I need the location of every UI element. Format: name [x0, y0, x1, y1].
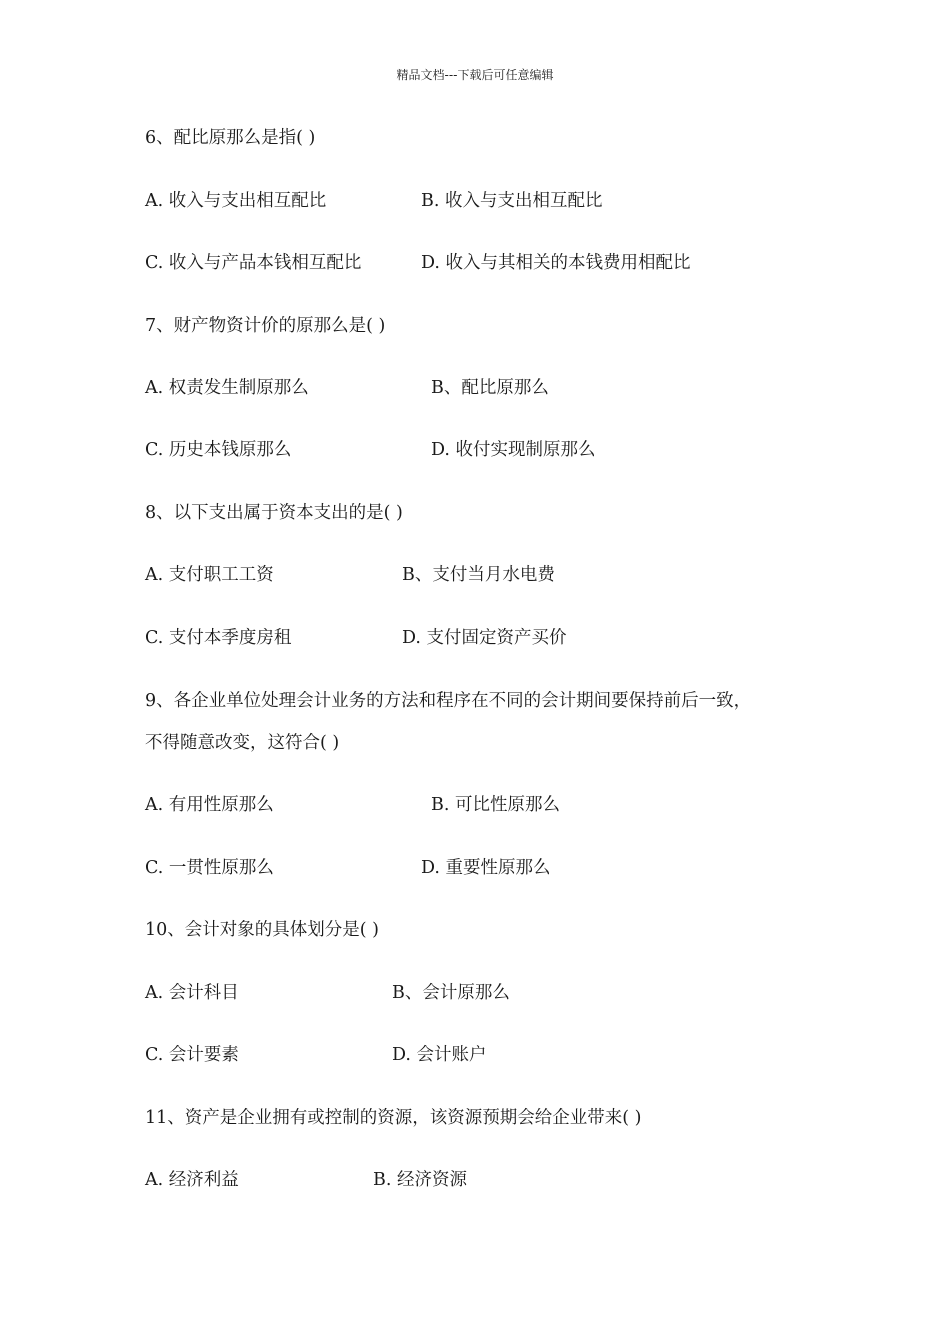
question-8-option-b: B、支付当月水电费: [402, 565, 555, 585]
question-7-option-b: B、配比原那么: [431, 378, 549, 398]
question-9-option-d: D. 重要性原那么: [421, 858, 551, 878]
question-10-option-b: B、会计原那么: [392, 983, 510, 1003]
question-9-option-a: A. 有用性原那么: [145, 795, 274, 815]
question-6-option-c: C. 收入与产品本钱相互配比: [145, 253, 362, 273]
question-11-option-b: B. 经济资源: [373, 1170, 467, 1190]
question-8-option-a: A. 支付职工工资: [145, 565, 274, 585]
question-7-option-d: D. 收付实现制原那么: [431, 440, 596, 460]
question-10-option-a: A. 会计科目: [145, 983, 239, 1003]
question-7-option-c: C. 历史本钱原那么: [145, 440, 292, 460]
question-9-option-c: C. 一贯性原那么: [145, 858, 274, 878]
question-8-option-d: D. 支付固定资产买价: [402, 628, 567, 648]
question-9-stem-line-1: 9、各企业单位处理会计业务的方法和程序在不同的会计期间要保持前后一致，: [145, 691, 752, 711]
question-6-stem: 6、配比原那么是指( ): [145, 128, 316, 148]
question-9-option-b: B. 可比性原那么: [431, 795, 560, 815]
question-10-option-d: D. 会计账户: [392, 1045, 487, 1065]
question-9-stem-line-2: 不得随意改变，这符合( ): [145, 733, 340, 753]
question-7-option-a: A. 权责发生制原那么: [145, 378, 309, 398]
question-8-option-c: C. 支付本季度房租: [145, 628, 292, 648]
question-6-option-b: B. 收入与支出相互配比: [421, 191, 603, 211]
question-10-stem: 10、会计对象的具体划分是( ): [145, 920, 379, 940]
question-11-option-a: A. 经济利益: [145, 1170, 239, 1190]
question-8-stem: 8、以下支出属于资本支出的是( ): [145, 503, 403, 523]
page-header: 精品文档---下载后可任意编辑: [396, 68, 554, 82]
question-7-stem: 7、财产物资计价的原那么是( ): [145, 316, 386, 336]
question-10-option-c: C. 会计要素: [145, 1045, 239, 1065]
question-11-stem: 11、资产是企业拥有或控制的资源，该资源预期会给企业带来( ): [145, 1108, 642, 1128]
question-6-option-a: A. 收入与支出相互配比: [145, 191, 327, 211]
question-6-option-d: D. 收入与其相关的本钱费用相配比: [421, 253, 691, 273]
